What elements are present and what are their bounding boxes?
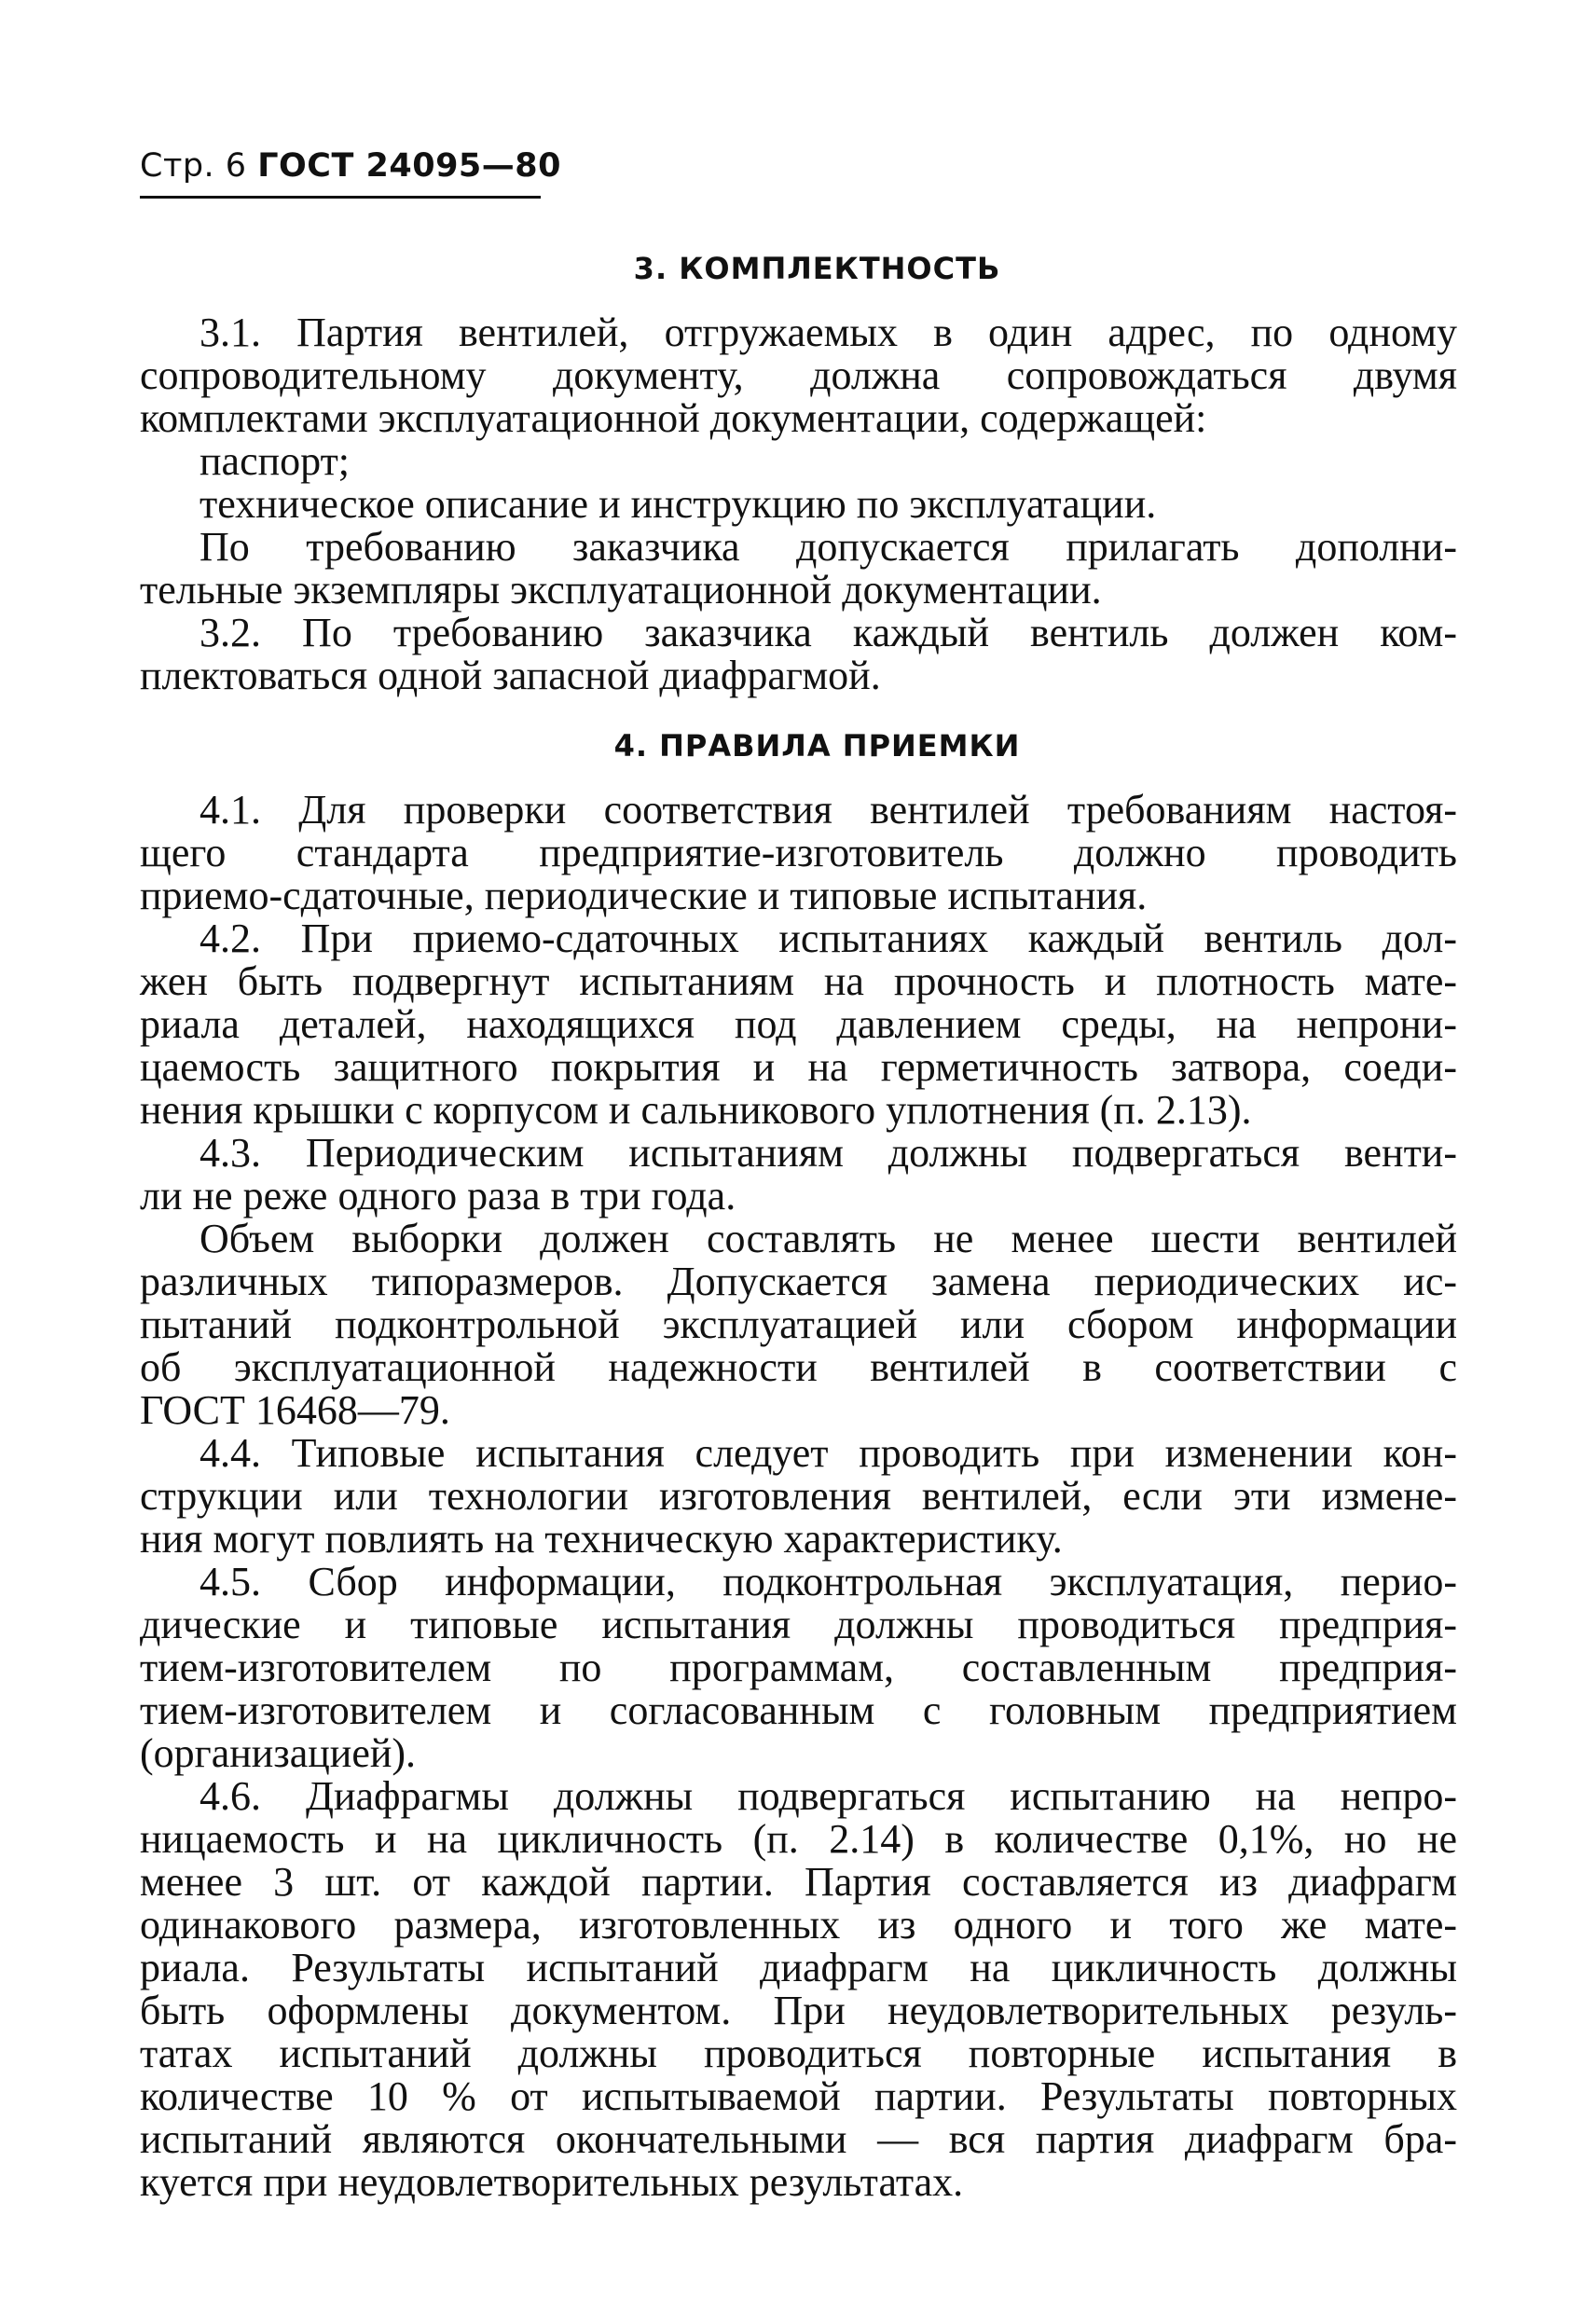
text-line: щего стандарта предприятие-изготовитель должно проводить — [140, 830, 1457, 875]
text-line: плектоваться одной запасной диафрагмой. — [140, 653, 881, 698]
header-rule — [140, 196, 541, 199]
text-line: 4.3. Периодическим испытаниям должны подвергаться венти- — [200, 1130, 1457, 1176]
page-header — [140, 147, 561, 185]
text-line: 4.1. Для проверки соответствия вентилей требованиям настоя- — [200, 787, 1457, 833]
text-line: (организацией). — [140, 1730, 417, 1776]
list-item: техническое описание и инструкцию по эксплуатации. — [200, 481, 1157, 527]
text-line: цаемость защитного покрытия и на герметичность затвора, соеди- — [140, 1044, 1457, 1090]
paragraph-request — [140, 526, 1457, 612]
text-line: ницаемость и на цикличность (п. 2.14) в количестве 0,1%, но не — [140, 1816, 1457, 1862]
text-line: 3.2. По требованию заказчика каждый вентиль должен ком- — [200, 610, 1457, 655]
paragraph-4-4 — [140, 1432, 1457, 1561]
list-item: паспорт; — [200, 438, 351, 484]
section-3-body — [140, 311, 1457, 697]
text-line: одинакового размера, изготовленных из одного и того же мате- — [140, 1902, 1457, 1948]
paragraph-4-2 — [140, 917, 1457, 1132]
section-3-title: 3. КОМПЛЕКТНОСТЬ — [633, 251, 1001, 286]
text-line: куется при неудовлетворительных результатах. — [140, 2159, 964, 2205]
text-line: ния могут повлиять на техническую характеристику. — [140, 1516, 1063, 1562]
paragraph-4-5 — [140, 1561, 1457, 1775]
text-line: менее 3 шт. от каждой партии. Партия составляется из диафрагм — [140, 1859, 1457, 1905]
section-4-body — [140, 789, 1457, 2204]
text-line: сопроводительному документу, должна сопровождаться двумя — [140, 352, 1457, 398]
text-line: пытаний подконтрольной эксплуатацией или сбором информации — [140, 1301, 1457, 1347]
text-line: 4.5. Сбор информации, подконтрольная эксплуатация, перио- — [200, 1559, 1457, 1604]
text-line: тельные экземпляры эксплуатационной документации. — [140, 567, 1102, 613]
text-line: Объем выборки должен составлять не менее шести вентилей — [200, 1216, 1457, 1261]
paragraph-4-6 — [140, 1775, 1457, 2204]
text-line: быть оформлены документом. При неудовлетворительных резуль- — [140, 1988, 1457, 2033]
standard-designation: ГОСТ 24095—80 — [257, 147, 561, 185]
text-line: об эксплуатационной надежности вентилей в соответствии с — [140, 1344, 1457, 1390]
paragraph-4-1 — [140, 789, 1457, 917]
text-line: нения крышки с корпусом и сальникового уплотнения (п. 2.13). — [140, 1087, 1252, 1133]
text-line: 4.6. Диафрагмы должны подвергаться испытанию на непро- — [200, 1773, 1457, 1819]
text-line: риала. Результаты испытаний диафрагм на цикличность должны — [140, 1945, 1457, 1990]
text-line: 4.4. Типовые испытания следует проводить при изменении кон- — [200, 1430, 1457, 1476]
text-line: дические и типовые испытания должны проводиться предприя- — [140, 1602, 1457, 1647]
text-line: ли не реже одного раза в три года. — [140, 1173, 736, 1218]
text-line: 3.1. Партия вентилей, отгружаемых в один адрес, по одному — [200, 310, 1457, 355]
text-line: комплектами эксплуатационной документации, содержащей: — [140, 395, 1207, 441]
document-list — [140, 440, 1457, 526]
text-line: испытаний являются окончательными — вся партия диафрагм бра- — [140, 2116, 1457, 2162]
text-line: тием-изготовителем по программам, составленным предприя- — [140, 1645, 1457, 1690]
text-line: приемо-сдаточные, периодические и типовые испытания. — [140, 873, 1148, 918]
text-line: ГОСТ 16468—79. — [140, 1387, 450, 1433]
text-line: жен быть подвергнут испытаниям на прочность и плотность мате- — [140, 958, 1457, 1004]
paragraph-sample-volume — [140, 1218, 1457, 1432]
section-4-title: 4. ПРАВИЛА ПРИЕМКИ — [613, 728, 1021, 764]
paragraph-4-3 — [140, 1132, 1457, 1218]
paragraph-3-1 — [140, 311, 1457, 440]
text-line: татах испытаний должны проводиться повторные испытания в — [140, 2031, 1457, 2076]
page-label: Стр. 6 — [140, 147, 247, 185]
text-line: 4.2. При приемо-сдаточных испытаниях каждый вентиль дол- — [200, 916, 1457, 961]
text-line: струкции или технологии изготовления вентилей, если эти измене- — [140, 1473, 1457, 1519]
text-line: риала деталей, находящихся под давлением среды, на непрони- — [140, 1001, 1457, 1047]
paragraph-3-2 — [140, 612, 1457, 697]
text-line: тием-изготовителем и согласованным с головным предприятием — [140, 1687, 1457, 1733]
text-line: По требованию заказчика допускается прилагать дополни- — [200, 524, 1457, 570]
text-line: различных типоразмеров. Допускается замена периодических ис- — [140, 1259, 1457, 1304]
text-line: количестве 10 % от испытываемой партии. Результаты повторных — [140, 2073, 1457, 2119]
